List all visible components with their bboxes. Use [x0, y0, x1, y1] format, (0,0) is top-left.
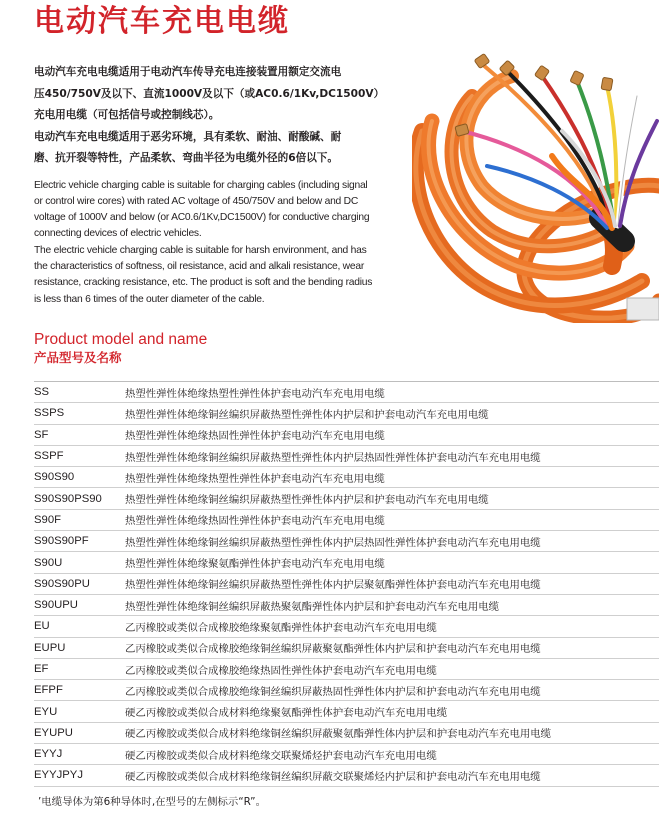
model-code: EFPF — [34, 684, 63, 697]
text-line: resistance, cracking resistance, etc. The product is soft and the bending radius — [34, 277, 373, 289]
intro-cn-paragraph-2 — [34, 127, 409, 170]
model-code: EYYJPYJ — [34, 769, 83, 782]
section-title-cn: 产品型号及名称 — [34, 350, 122, 365]
text-line: 压450/750V及以下、直流1000V及以下（或AC0.6/1Kv,DC1500V） — [34, 87, 385, 100]
model-name: 热塑性弹性体绝缘铜丝编织屏蔽热聚氨酯弹性体内护层和护套电动汽车充电用电缆 — [125, 600, 500, 613]
table-row — [34, 531, 659, 552]
table-row — [34, 744, 659, 765]
model-name: 乙丙橡胶或类似合成橡胶绝缘铜丝编织屏蔽聚氨酯弹性体内护层和护套电动汽车充电用电缆 — [125, 643, 541, 656]
model-code: EF — [34, 663, 49, 675]
table-row — [34, 637, 659, 658]
model-name: 硬乙丙橡胶或类似合成材料绝缘聚氨酯弹性体护套电动汽车充电用电缆 — [125, 707, 448, 720]
model-code: S90UPU — [34, 599, 78, 612]
model-name: 乙丙橡胶或类似合成橡胶绝缘铜丝编织屏蔽热固性弹性体内护层和护套电动汽车充电用电缆 — [125, 685, 541, 698]
table-row — [34, 765, 659, 786]
table-row — [34, 658, 659, 679]
model-name: 热塑性弹性体绝缘热固性弹性体护套电动汽车充电用电缆 — [125, 430, 385, 443]
model-table — [34, 381, 659, 787]
intro-cn-paragraph-1 — [34, 62, 409, 127]
table-row — [34, 488, 659, 509]
model-name: 硬乙丙橡胶或类似合成材料绝缘铜丝编织屏蔽交联聚烯烃内护层和护套电动汽车充电用电缆 — [125, 770, 541, 783]
text-line: 充电用电缆（可包括信号或控制线芯）。 — [34, 109, 220, 121]
model-code: EUPU — [34, 641, 66, 654]
text-line: voltage of 1000V and below (or AC0.6/1Kv,DC1500V) for conductive charging — [34, 212, 370, 224]
model-code: EYUPU — [34, 726, 73, 739]
section-heading — [34, 330, 207, 366]
table-row — [34, 722, 659, 743]
model-code: SS — [34, 386, 50, 399]
text-line: the characteristics of softness, oil resistance, acid and alkali resistance, wear — [34, 260, 365, 272]
page-title: 电动汽车充电电缆 — [34, 4, 290, 39]
section-title-en: Product model and name — [34, 331, 208, 348]
model-name: 乙丙橡胶或类似合成橡胶绝缘热固性弹性体护套电动汽车充电用电缆 — [125, 664, 437, 677]
table-row — [34, 680, 659, 701]
table-row — [34, 467, 659, 488]
model-code: S90F — [34, 513, 62, 526]
model-name: 热塑性弹性体绝缘铜丝编织屏蔽热塑性弹性体内护层和护套电动汽车充电用电缆 — [125, 494, 489, 507]
text-line: 电动汽车充电电缆适用于电动汽车传导充电连接装置用额定交流电 — [34, 66, 342, 78]
model-code: S90U — [34, 556, 63, 569]
table-row — [34, 424, 659, 445]
model-name: 硬乙丙橡胶或类似合成材料绝缘铜丝编织屏蔽聚氨酯弹性体内护层和护套电动汽车充电用电缆 — [125, 728, 552, 741]
model-name: 热塑性弹性体绝缘铜丝编织屏蔽热塑性弹性体内护层聚氨酯弹性体护套电动汽车充电用电缆 — [125, 579, 541, 592]
table-row — [34, 445, 659, 466]
model-name: 热塑性弹性体绝缘铜丝编织屏蔽热塑性弹性体内护层热固性弹性体护套电动汽车充电用电缆 — [125, 451, 541, 464]
text-line: is less than 6 times of the outer diameter of the cable. — [34, 293, 265, 305]
table-row — [34, 403, 659, 424]
model-code: EYYJ — [34, 748, 63, 761]
model-code: S90S90PF — [34, 535, 89, 548]
cable-photo — [412, 36, 659, 323]
table-row — [34, 552, 659, 573]
model-name: 热塑性弹性体绝缘热塑性弹性体护套电动汽车充电用电缆 — [125, 472, 385, 485]
text-line: or control wire cores) with rated AC voltage of 450/750V and below and DC — [34, 195, 359, 207]
model-code: SF — [34, 428, 49, 441]
intro-text — [34, 62, 409, 308]
table-row — [34, 382, 659, 403]
model-code: EU — [34, 620, 50, 633]
model-code: SSPF — [34, 450, 64, 463]
table-row — [34, 509, 659, 530]
model-name: 热塑性弹性体绝缘铜丝编织屏蔽热塑性弹性体内护层热固性弹性体护套电动汽车充电用电缆 — [125, 536, 541, 549]
table-row — [34, 594, 659, 615]
table-row — [34, 701, 659, 722]
intro-en-text — [34, 178, 409, 308]
footnote: ’电缆导体为第6种导体时,在型号的左侧标示“R”。 — [38, 796, 266, 808]
text-line: 磨、抗开裂等特性，产品柔软、弯曲半径为电缆外径的6倍以下。 — [34, 152, 338, 164]
text-line: Electric vehicle charging cable is suitable for charging cables (including signal — [34, 179, 368, 191]
model-code: EYU — [34, 705, 58, 718]
model-name: 硬乙丙橡胶或类似合成材料绝缘交联聚烯烃护套电动汽车充电用电缆 — [125, 749, 437, 762]
text-line: connecting devices of electric vehicles. — [34, 228, 202, 240]
model-code: S90S90 — [34, 471, 75, 484]
table-row — [34, 573, 659, 594]
model-code: SSPS — [34, 407, 65, 420]
model-name: 热塑性弹性体绝缘铜丝编织屏蔽热塑性弹性体内护层和护套电动汽车充电用电缆 — [125, 408, 489, 421]
model-code: S90S90PU — [34, 577, 90, 590]
model-name: 热塑性弹性体绝缘聚氨酯弹性体护套电动汽车充电用电缆 — [125, 558, 385, 571]
model-code: S90S90PS90 — [34, 492, 102, 505]
text-line: The electric vehicle charging cable is suitable for harsh environment, and has — [34, 244, 367, 256]
model-name: 热塑性弹性体绝缘热固性弹性体护套电动汽车充电用电缆 — [125, 515, 385, 528]
model-name: 乙丙橡胶或类似合成橡胶绝缘聚氨酯弹性体护套电动汽车充电用电缆 — [125, 621, 437, 634]
model-name: 热塑性弹性体绝缘热塑性弹性体护套电动汽车充电用电缆 — [125, 387, 385, 400]
table-row — [34, 616, 659, 637]
text-line: 电动汽车充电电缆适用于恶劣环境，具有柔软、耐油、耐酸碱、耐 — [34, 130, 342, 143]
